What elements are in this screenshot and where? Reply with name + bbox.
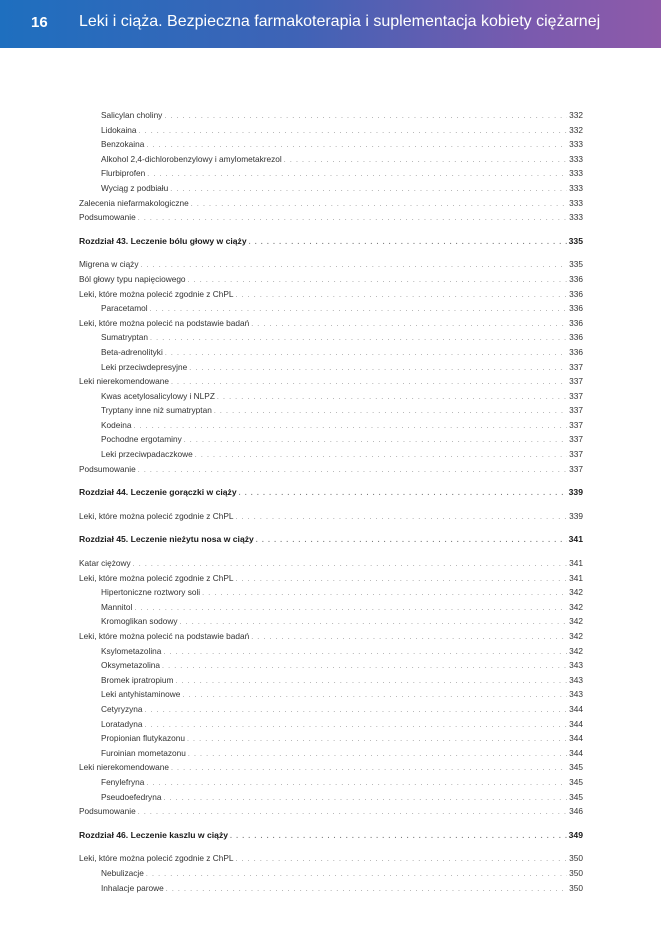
toc-entry[interactable]	[79, 790, 583, 805]
toc-entry-page: 345	[569, 776, 583, 787]
toc-entry-title: Rozdział 43. Leczenie bólu głowy w ciąży	[79, 235, 247, 246]
toc-entry[interactable]	[79, 152, 583, 167]
toc-entry-page: 333	[569, 153, 583, 164]
toc-entry[interactable]	[79, 731, 583, 746]
toc-entry-title: Cetyryzyna	[101, 703, 143, 714]
dot-leader	[182, 689, 567, 704]
toc-entry-page: 337	[569, 419, 583, 430]
toc-entry-title: Podsumowanie	[79, 463, 136, 474]
dot-leader	[188, 274, 568, 289]
dot-leader	[134, 602, 567, 617]
toc-entry-title: Leki nierekomendowane	[79, 376, 169, 387]
toc-entry-page: 343	[569, 660, 583, 671]
toc-entry-page: 350	[569, 867, 583, 878]
toc-entry-title: Beta-adrenolityki	[101, 346, 163, 357]
toc-entry[interactable]	[79, 210, 583, 225]
dot-leader	[189, 362, 567, 377]
dot-leader	[163, 646, 567, 661]
dot-leader	[165, 347, 567, 362]
toc-entry-title: Benzokaina	[101, 139, 145, 150]
toc-entry[interactable]	[79, 360, 583, 375]
toc-entry-page: 337	[569, 361, 583, 372]
toc-entry-title: Tryptany inne niż sumatryptan	[101, 405, 212, 416]
dot-leader	[236, 289, 568, 304]
toc-entry-page: 336	[569, 273, 583, 284]
dot-leader	[171, 762, 567, 777]
dot-leader	[236, 573, 568, 588]
toc-entry-page: 341	[569, 572, 583, 583]
toc-entry-page: 342	[569, 601, 583, 612]
toc-entry-title: Hipertoniczne roztwory soli	[101, 587, 201, 598]
toc-entry-page: 337	[569, 434, 583, 445]
toc-entry-title: Migrena w ciąży	[79, 259, 139, 270]
toc-entry-title: Fenylefryna	[101, 776, 145, 787]
dot-leader	[139, 125, 568, 140]
toc-entry-title: Leki nierekomendowane	[79, 762, 169, 773]
toc-entry[interactable]	[79, 123, 583, 138]
dot-leader	[202, 587, 567, 602]
dot-leader	[147, 168, 567, 183]
toc-entry-title: Leki antyhistaminowe	[101, 689, 181, 700]
toc-chapter-entry[interactable]	[79, 828, 583, 843]
dot-leader	[249, 236, 567, 251]
toc-entry-page: 343	[569, 674, 583, 685]
dot-leader	[284, 154, 567, 169]
toc-entry-title: Ból głowy typu napięciowego	[79, 273, 186, 284]
toc-entry[interactable]	[79, 629, 583, 644]
dot-leader	[170, 183, 567, 198]
toc-entry-page: 333	[569, 168, 583, 179]
toc-entry-page: 344	[569, 703, 583, 714]
toc-entry[interactable]	[79, 866, 583, 881]
toc-entry-page: 345	[569, 791, 583, 802]
toc-entry-title: Oksymetazolina	[101, 660, 161, 671]
toc-entry[interactable]	[79, 746, 583, 761]
dot-leader	[146, 868, 567, 883]
toc-entry-page: 342	[569, 587, 583, 598]
toc-entry-title: Leki, które można polecić zgodnie z ChPL	[79, 510, 234, 521]
toc-entry[interactable]	[79, 272, 583, 287]
toc-entry-page: 336	[569, 317, 583, 328]
toc-chapter-entry[interactable]	[79, 485, 583, 500]
toc-entry-page: 346	[569, 806, 583, 817]
running-title: Leki i ciąża. Bezpieczna farmakoterapia i suplementacja kobiety ciężarnej	[79, 13, 601, 30]
toc-entry-title: Podsumowanie	[79, 806, 136, 817]
toc-entry-title: Zalecenia niefarmakologiczne	[79, 197, 189, 208]
dot-leader	[145, 704, 568, 719]
toc-chapter-entry[interactable]	[79, 234, 583, 249]
toc-entry-page: 344	[569, 747, 583, 758]
toc-entry[interactable]	[79, 389, 583, 404]
dot-leader	[140, 259, 567, 274]
toc-entry-title: Sumatryptan	[101, 332, 149, 343]
toc-entry-title: Rozdział 44. Leczenie gorączki w ciąży	[79, 487, 237, 498]
table-of-contents	[79, 108, 583, 895]
toc-entry-page: 333	[569, 182, 583, 193]
toc-entry[interactable]	[79, 403, 583, 418]
dot-leader	[146, 777, 567, 792]
toc-entry-title: Leki, które można polecić zgodnie z ChPL	[79, 572, 234, 583]
toc-entry[interactable]	[79, 600, 583, 615]
toc-entry-title: Paracetamol	[101, 303, 148, 314]
dot-leader	[133, 420, 567, 435]
toc-entry[interactable]	[79, 418, 583, 433]
toc-entry[interactable]	[79, 462, 583, 477]
dot-leader	[150, 332, 567, 347]
dot-leader	[163, 792, 567, 807]
dot-leader	[184, 434, 567, 449]
toc-entry-page: 337	[569, 390, 583, 401]
toc-entry[interactable]	[79, 447, 583, 462]
toc-entry-title: Propionian flutykazonu	[101, 733, 185, 744]
toc-entry[interactable]	[79, 509, 583, 524]
toc-entry-page: 337	[569, 376, 583, 387]
dot-leader	[191, 198, 567, 213]
toc-entry-title: Inhalacje parowe	[101, 882, 164, 893]
toc-entry-page: 350	[569, 853, 583, 864]
toc-entry-page: 335	[569, 259, 583, 270]
toc-entry-page: 336	[569, 346, 583, 357]
toc-chapter-entry[interactable]	[79, 532, 583, 547]
toc-entry-title: Bromek ipratropium	[101, 674, 174, 685]
toc-entry[interactable]	[79, 196, 583, 211]
toc-entry-page: 344	[569, 718, 583, 729]
toc-entry[interactable]	[79, 181, 583, 196]
toc-entry[interactable]	[79, 614, 583, 629]
dot-leader	[236, 511, 568, 526]
toc-entry-title: Lidokaina	[101, 124, 137, 135]
page-number: 16	[31, 14, 48, 31]
toc-entry-title: Nebulizacje	[101, 867, 144, 878]
toc-entry-page: 336	[569, 303, 583, 314]
toc-entry[interactable]	[79, 644, 583, 659]
toc-entry-title: Rozdział 46. Leczenie kaszlu w ciąży	[79, 829, 229, 840]
toc-entry[interactable]	[79, 760, 583, 775]
toc-entry-page: 337	[569, 449, 583, 460]
dot-leader	[162, 660, 567, 675]
toc-entry-title: Mannitol	[101, 601, 133, 612]
toc-entry-title: Kwas acetylosalicylowy i NLPZ	[101, 390, 215, 401]
dot-leader	[214, 405, 567, 420]
toc-entry-page: 336	[569, 332, 583, 343]
toc-entry[interactable]	[79, 287, 583, 302]
toc-entry-title: Salicylan choliny	[101, 110, 163, 120]
toc-entry[interactable]	[79, 316, 583, 331]
toc-entry[interactable]	[79, 556, 583, 571]
toc-entry-page: 333	[569, 139, 583, 150]
toc-entry-page: 341	[568, 534, 583, 545]
toc-entry-page: 350	[569, 882, 583, 893]
dot-leader	[166, 883, 567, 898]
toc-entry[interactable]	[79, 717, 583, 732]
dot-leader	[187, 733, 567, 748]
dot-leader	[217, 391, 567, 406]
dot-leader	[188, 748, 567, 763]
toc-entry[interactable]	[79, 673, 583, 688]
toc-entry-title: Katar ciężowy	[79, 558, 131, 569]
dot-leader	[171, 376, 567, 391]
toc-entry-page: 342	[569, 616, 583, 627]
toc-entry-page: 339	[568, 487, 583, 498]
dot-leader	[138, 464, 567, 479]
toc-entry-page: 343	[569, 689, 583, 700]
toc-entry-title: Leki przeciwpadaczkowe	[101, 449, 193, 460]
toc-entry-title: Leki, które można polecić na podstawie badań	[79, 317, 250, 328]
toc-entry-page: 337	[569, 463, 583, 474]
toc-entry-title: Podsumowanie	[79, 212, 136, 223]
toc-entry[interactable]	[79, 330, 583, 345]
dot-leader	[256, 534, 567, 549]
toc-entry-title: Leki, które można polecić na podstawie badań	[79, 631, 250, 641]
toc-entry[interactable]	[79, 257, 583, 272]
toc-entry-title: Furoinian mometazonu	[101, 747, 186, 758]
dot-leader	[251, 318, 567, 333]
toc-entry[interactable]	[79, 804, 583, 819]
toc-entry[interactable]	[79, 301, 583, 316]
toc-entry-page: 332	[569, 124, 583, 135]
toc-entry[interactable]	[79, 571, 583, 586]
toc-entry-page: 336	[569, 288, 583, 299]
toc-entry-page: 339	[569, 510, 583, 521]
toc-entry-page: 332	[569, 110, 583, 120]
toc-entry-page: 341	[569, 558, 583, 569]
toc-entry[interactable]	[79, 108, 583, 123]
toc-entry-page: 344	[569, 733, 583, 744]
toc-entry-title: Pseudoefedryna	[101, 791, 162, 802]
toc-entry[interactable]	[79, 658, 583, 673]
dot-leader	[230, 830, 567, 845]
toc-entry[interactable]	[79, 137, 583, 152]
toc-entry-page: 342	[569, 631, 583, 641]
toc-entry[interactable]	[79, 432, 583, 447]
dot-leader	[236, 853, 568, 868]
toc-entry[interactable]	[79, 166, 583, 181]
dot-leader	[164, 110, 567, 125]
toc-entry-page: 337	[569, 405, 583, 416]
toc-entry-page: 335	[568, 235, 583, 246]
toc-entry-title: Kromoglikan sodowy	[101, 616, 178, 627]
toc-entry-title: Pochodne ergotaminy	[101, 434, 182, 445]
dot-leader	[239, 487, 567, 502]
toc-entry-title: Alkohol 2,4-dichlorobenzylowy i amylometakrezol	[101, 153, 282, 164]
toc-entry[interactable]	[79, 702, 583, 717]
toc-entry-page: 333	[569, 212, 583, 223]
dot-leader	[138, 806, 567, 821]
dot-leader	[251, 631, 567, 646]
toc-entry[interactable]	[79, 851, 583, 866]
toc-entry-title: Wyciąg z podbiału	[101, 182, 169, 193]
toc-entry[interactable]	[79, 687, 583, 702]
toc-entry-title: Leki, które można polecić zgodnie z ChPL	[79, 288, 234, 299]
dot-leader	[138, 212, 567, 227]
toc-entry[interactable]	[79, 775, 583, 790]
dot-leader	[145, 719, 568, 734]
toc-entry[interactable]	[79, 585, 583, 600]
toc-entry-page: 342	[569, 645, 583, 656]
toc-entry-page: 333	[569, 197, 583, 208]
toc-entry-title: Flurbiprofen	[101, 168, 146, 179]
toc-entry-page: 345	[569, 762, 583, 773]
toc-entry-title: Ksylometazolina	[101, 645, 162, 656]
toc-entry-title: Leki, które można polecić zgodnie z ChPL	[79, 853, 234, 864]
toc-entry[interactable]	[79, 345, 583, 360]
toc-entry-title: Leki przeciwdepresyjne	[101, 361, 188, 372]
page-header	[0, 0, 661, 48]
toc-entry[interactable]	[79, 881, 583, 896]
toc-entry-page: 349	[568, 829, 583, 840]
toc-entry-title: Rozdział 45. Leczenie nieżytu nosa w ciąży	[79, 534, 254, 545]
toc-entry-title: Loratadyna	[101, 718, 143, 729]
toc-entry-title: Kodeina	[101, 419, 132, 430]
toc-entry[interactable]	[79, 374, 583, 389]
dot-leader	[195, 449, 567, 464]
dot-leader	[175, 675, 567, 690]
